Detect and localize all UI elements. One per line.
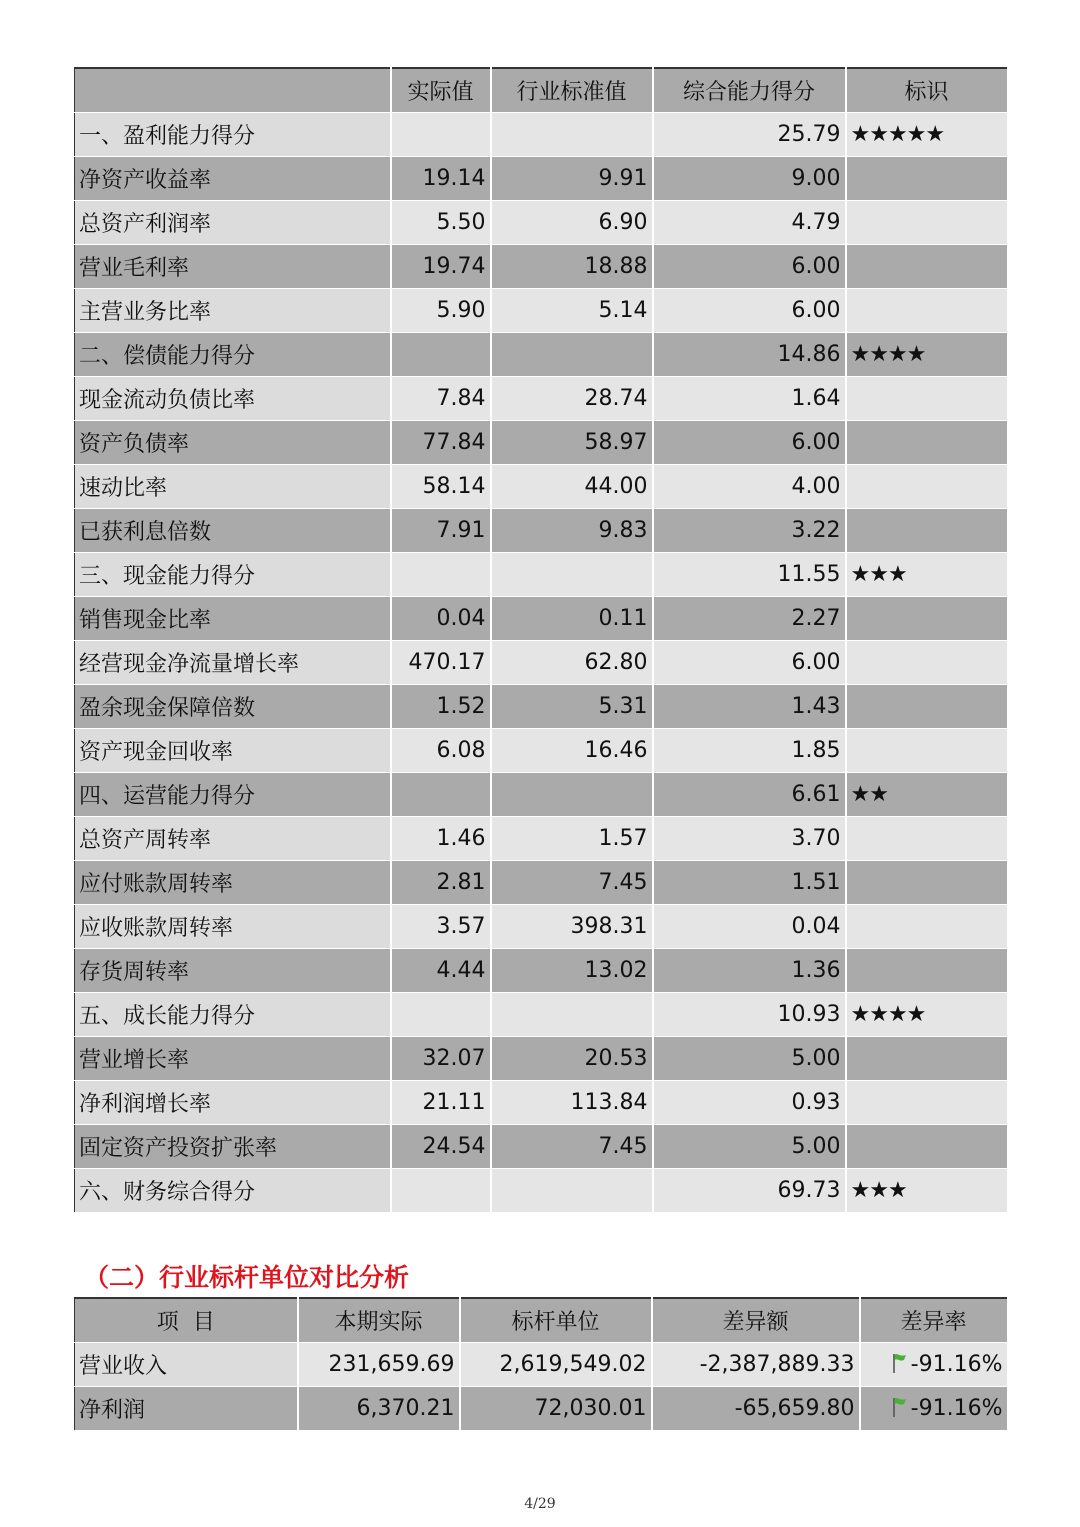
row-standard-value: 62.80 <box>491 641 653 685</box>
row-name: 存货周转率 <box>75 949 391 993</box>
row-name: 已获利息倍数 <box>75 509 391 553</box>
row-actual-value: 3.57 <box>391 905 491 949</box>
table-row <box>75 201 1007 245</box>
row-actual-value: 4.44 <box>391 949 491 993</box>
row-standard-value: 6.90 <box>491 201 653 245</box>
table-row <box>75 1081 1007 1125</box>
score-table-body <box>75 113 1007 1213</box>
row-standard-value <box>491 773 653 817</box>
benchmark-table-body <box>75 1343 1007 1431</box>
row-star-rating <box>846 905 1007 949</box>
row-star-rating <box>846 685 1007 729</box>
row-score: 11.55 <box>653 553 846 597</box>
benchmark-section-title: （二）行业标杆单位对比分析 <box>84 1263 410 1292</box>
row-standard-value: 113.84 <box>491 1081 653 1125</box>
row-actual-value <box>391 993 491 1037</box>
row-actual-value: 19.74 <box>391 245 491 289</box>
row-score: 25.79 <box>653 113 846 157</box>
row-standard-value: 0.11 <box>491 597 653 641</box>
row-difference-rate-value: -91.16% <box>910 1396 1003 1421</box>
row-name: 三、现金能力得分 <box>75 553 391 597</box>
row-actual-value: 58.14 <box>391 465 491 509</box>
header-difference: 差异额 <box>652 1298 860 1343</box>
table-row <box>75 421 1007 465</box>
row-standard-value: 18.88 <box>491 245 653 289</box>
row-star-rating <box>846 421 1007 465</box>
row-name: 应付账款周转率 <box>75 861 391 905</box>
row-score: 4.00 <box>653 465 846 509</box>
row-star-rating <box>846 157 1007 201</box>
row-star-rating <box>846 817 1007 861</box>
header-difference-rate: 差异率 <box>860 1298 1007 1343</box>
row-standard-value <box>491 113 653 157</box>
row-star-rating: ★★★★★ <box>846 113 1007 157</box>
row-score: 14.86 <box>653 333 846 377</box>
row-score: 6.00 <box>653 421 846 465</box>
row-star-rating <box>846 289 1007 333</box>
table-row <box>75 949 1007 993</box>
page-number: 4/29 <box>524 1496 556 1512</box>
table-row <box>75 597 1007 641</box>
row-standard-value: 16.46 <box>491 729 653 773</box>
row-actual-value <box>391 113 491 157</box>
row-score: 1.43 <box>653 685 846 729</box>
table-row <box>75 861 1007 905</box>
row-actual-value: 19.14 <box>391 157 491 201</box>
row-actual-value: 32.07 <box>391 1037 491 1081</box>
row-difference-rate <box>860 1387 1007 1431</box>
row-standard-value: 28.74 <box>491 377 653 421</box>
row-name: 四、运营能力得分 <box>75 773 391 817</box>
row-actual-value: 5.90 <box>391 289 491 333</box>
benchmark-table-header <box>75 1298 1007 1343</box>
row-score: 1.85 <box>653 729 846 773</box>
header-benchmark-unit: 标杆单位 <box>460 1298 652 1343</box>
row-star-rating: ★★★★ <box>846 333 1007 377</box>
header-item: 项 目 <box>75 1298 298 1343</box>
row-star-rating <box>846 597 1007 641</box>
row-star-rating <box>846 377 1007 421</box>
row-difference-rate <box>860 1343 1007 1387</box>
row-standard-value: 44.00 <box>491 465 653 509</box>
row-standard-value: 7.45 <box>491 1125 653 1169</box>
table-row <box>75 289 1007 333</box>
benchmark-table <box>74 1297 1007 1431</box>
table-row <box>75 1037 1007 1081</box>
row-star-rating: ★★★ <box>846 1169 1007 1213</box>
row-name: 二、偿债能力得分 <box>75 333 391 377</box>
row-name: 销售现金比率 <box>75 597 391 641</box>
row-star-rating <box>846 861 1007 905</box>
table-row <box>75 729 1007 773</box>
row-name: 速动比率 <box>75 465 391 509</box>
row-name: 五、成长能力得分 <box>75 993 391 1037</box>
row-name: 现金流动负债比率 <box>75 377 391 421</box>
row-name: 资产负债率 <box>75 421 391 465</box>
row-standard-value <box>491 333 653 377</box>
row-star-rating <box>846 1037 1007 1081</box>
row-name: 净利润增长率 <box>75 1081 391 1125</box>
section-row <box>75 773 1007 817</box>
header-name <box>75 68 391 113</box>
row-score: 5.00 <box>653 1125 846 1169</box>
row-name: 营业增长率 <box>75 1037 391 1081</box>
row-standard-value: 9.91 <box>491 157 653 201</box>
row-difference: -65,659.80 <box>652 1387 860 1431</box>
row-actual-value <box>391 773 491 817</box>
row-actual-value: 1.52 <box>391 685 491 729</box>
row-actual-value <box>391 553 491 597</box>
section-row <box>75 333 1007 377</box>
row-name: 资产现金回收率 <box>75 729 391 773</box>
table-row <box>75 817 1007 861</box>
green-flag-icon <box>891 1352 909 1374</box>
row-score: 6.00 <box>653 641 846 685</box>
row-actual-value: 2.81 <box>391 861 491 905</box>
row-star-rating <box>846 201 1007 245</box>
header-current-actual: 本期实际 <box>298 1298 460 1343</box>
row-name: 盈余现金保障倍数 <box>75 685 391 729</box>
table-row <box>75 1125 1007 1169</box>
row-actual-value: 21.11 <box>391 1081 491 1125</box>
row-name: 净资产收益率 <box>75 157 391 201</box>
row-star-rating <box>846 1081 1007 1125</box>
row-star-rating: ★★★ <box>846 553 1007 597</box>
header-standard: 行业标准值 <box>491 68 653 113</box>
table-row <box>75 157 1007 201</box>
row-score: 6.61 <box>653 773 846 817</box>
score-table-header <box>75 68 1007 113</box>
row-standard-value: 7.45 <box>491 861 653 905</box>
row-actual-value: 470.17 <box>391 641 491 685</box>
row-score: 1.51 <box>653 861 846 905</box>
row-star-rating <box>846 509 1007 553</box>
row-standard-value: 20.53 <box>491 1037 653 1081</box>
row-benchmark: 2,619,549.02 <box>460 1343 652 1387</box>
row-score: 0.93 <box>653 1081 846 1125</box>
row-score: 6.00 <box>653 289 846 333</box>
row-score: 4.79 <box>653 201 846 245</box>
table-row <box>75 641 1007 685</box>
section-row <box>75 993 1007 1037</box>
row-actual-value <box>391 333 491 377</box>
row-score: 3.70 <box>653 817 846 861</box>
row-star-rating <box>846 729 1007 773</box>
row-score: 2.27 <box>653 597 846 641</box>
table-row <box>75 1387 1007 1431</box>
row-actual-value <box>391 1169 491 1213</box>
table-row <box>75 685 1007 729</box>
header-actual: 实际值 <box>391 68 491 113</box>
row-name: 固定资产投资扩张率 <box>75 1125 391 1169</box>
row-standard-value: 5.31 <box>491 685 653 729</box>
row-difference-rate-value: -91.16% <box>910 1352 1003 1377</box>
row-current-actual: 6,370.21 <box>298 1387 460 1431</box>
table-row <box>75 245 1007 289</box>
row-actual-value: 77.84 <box>391 421 491 465</box>
row-name: 六、财务综合得分 <box>75 1169 391 1213</box>
table-row <box>75 377 1007 421</box>
row-actual-value: 7.84 <box>391 377 491 421</box>
row-score: 9.00 <box>653 157 846 201</box>
header-score: 综合能力得分 <box>653 68 846 113</box>
table-row <box>75 1343 1007 1387</box>
row-standard-value: 1.57 <box>491 817 653 861</box>
row-name: 总资产利润率 <box>75 201 391 245</box>
score-table <box>74 67 1007 1213</box>
row-score: 3.22 <box>653 509 846 553</box>
row-standard-value: 9.83 <box>491 509 653 553</box>
row-item: 净利润 <box>75 1387 298 1431</box>
table-row <box>75 465 1007 509</box>
row-benchmark: 72,030.01 <box>460 1387 652 1431</box>
row-score: 6.00 <box>653 245 846 289</box>
green-flag-icon <box>891 1396 909 1418</box>
row-score: 1.64 <box>653 377 846 421</box>
row-name: 经营现金净流量增长率 <box>75 641 391 685</box>
row-standard-value <box>491 1169 653 1213</box>
row-actual-value: 6.08 <box>391 729 491 773</box>
row-star-rating <box>846 1125 1007 1169</box>
row-star-rating <box>846 641 1007 685</box>
row-actual-value: 7.91 <box>391 509 491 553</box>
row-star-rating: ★★ <box>846 773 1007 817</box>
row-current-actual: 231,659.69 <box>298 1343 460 1387</box>
row-name: 营业毛利率 <box>75 245 391 289</box>
row-name: 应收账款周转率 <box>75 905 391 949</box>
row-score: 1.36 <box>653 949 846 993</box>
row-star-rating <box>846 465 1007 509</box>
section-row <box>75 113 1007 157</box>
row-score: 69.73 <box>653 1169 846 1213</box>
table-row <box>75 509 1007 553</box>
row-standard-value <box>491 553 653 597</box>
row-name: 主营业务比率 <box>75 289 391 333</box>
row-actual-value: 1.46 <box>391 817 491 861</box>
row-star-rating <box>846 949 1007 993</box>
row-standard-value <box>491 993 653 1037</box>
row-actual-value: 0.04 <box>391 597 491 641</box>
row-actual-value: 24.54 <box>391 1125 491 1169</box>
row-star-rating: ★★★★ <box>846 993 1007 1037</box>
row-item: 营业收入 <box>75 1343 298 1387</box>
row-score: 5.00 <box>653 1037 846 1081</box>
section-row <box>75 553 1007 597</box>
row-name: 一、盈利能力得分 <box>75 113 391 157</box>
row-actual-value: 5.50 <box>391 201 491 245</box>
row-score: 0.04 <box>653 905 846 949</box>
row-standard-value: 5.14 <box>491 289 653 333</box>
table-row <box>75 905 1007 949</box>
row-star-rating <box>846 245 1007 289</box>
header-mark: 标识 <box>846 68 1007 113</box>
section-row <box>75 1169 1007 1213</box>
row-score: 10.93 <box>653 993 846 1037</box>
row-standard-value: 398.31 <box>491 905 653 949</box>
row-difference: -2,387,889.33 <box>652 1343 860 1387</box>
row-name: 总资产周转率 <box>75 817 391 861</box>
row-standard-value: 13.02 <box>491 949 653 993</box>
row-standard-value: 58.97 <box>491 421 653 465</box>
